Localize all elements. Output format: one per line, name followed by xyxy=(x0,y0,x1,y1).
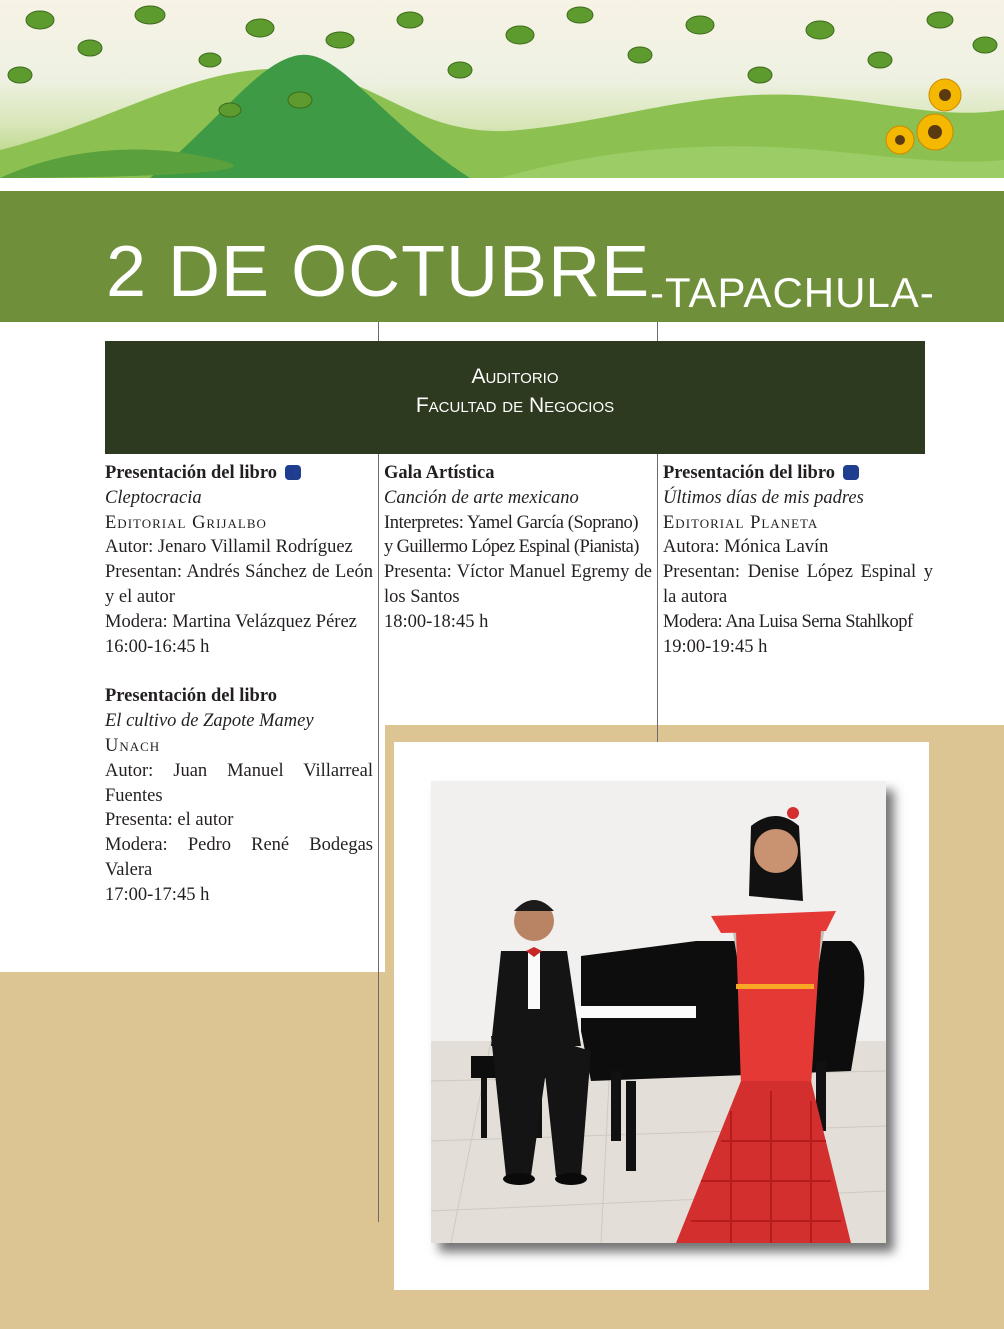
event-presenter: Presenta: Víctor Manuel Egremy de los Santos xyxy=(384,562,652,607)
event-author: Autor: Jenaro Villamil Rodríguez xyxy=(105,537,353,558)
event-moderator: Modera: Martina Velázquez Pérez xyxy=(105,611,357,632)
event-time: 19:00-19:45 h xyxy=(663,636,768,657)
event-publisher: Unach xyxy=(105,735,161,756)
event-photo xyxy=(431,781,886,1243)
event-item xyxy=(384,461,652,635)
event-item xyxy=(663,461,933,659)
event-title: Cleptocracia xyxy=(105,487,202,508)
event-publisher: Editorial Planeta xyxy=(663,512,819,533)
background-block-left xyxy=(0,972,385,1329)
event-title: El cultivo de Zapote Mamey xyxy=(105,711,314,732)
event-item xyxy=(105,461,373,659)
header-banner xyxy=(0,0,1004,178)
program-column-3 xyxy=(663,461,933,684)
event-performers: Interpretes: Yamel García (Soprano) xyxy=(384,512,639,533)
event-type: Presentación del libro xyxy=(663,461,933,486)
event-presenters: Presentan: Andrés Sánchez de León y el autor xyxy=(105,562,373,607)
event-type: Gala Artística xyxy=(384,463,495,483)
event-moderator: Modera: Pedro René Bodegas Valera xyxy=(105,835,373,880)
event-time: 16:00-16:45 h xyxy=(105,636,210,657)
performers-photo-illustration xyxy=(431,781,886,1243)
event-author: Autor: Juan Manuel Villarreal Fuentes xyxy=(105,760,373,806)
event-type: Presentación del libro xyxy=(105,686,277,707)
venue-name: Auditorio xyxy=(471,365,559,388)
event-title: Canción de arte mexicano xyxy=(384,487,579,508)
event-presenters: Presenta: el autor xyxy=(105,810,234,831)
event-time: 17:00-17:45 h xyxy=(105,884,210,905)
event-type: Presentación del libro xyxy=(105,461,373,486)
book-marker-icon xyxy=(843,465,859,480)
venue-faculty: Facultad de Negocios xyxy=(415,394,615,417)
event-publisher: Editorial Grijalbo xyxy=(105,512,267,533)
event-author: Autora: Mónica Lavín xyxy=(663,537,829,558)
event-title: Últimos días de mis padres xyxy=(663,487,864,508)
event-moderator: Modera: Ana Luisa Serna Stahlkopf xyxy=(663,611,913,632)
event-performers-2: y Guillermo López Espinal (Pianista) xyxy=(384,537,639,558)
page-title: 2 DE OCTUBRE xyxy=(106,232,651,312)
city-title: -TAPACHULA- xyxy=(650,269,935,316)
venue-box xyxy=(105,341,925,454)
book-marker-icon xyxy=(285,465,301,480)
program-column-1 xyxy=(105,461,373,933)
event-item xyxy=(105,684,373,907)
program-column-2 xyxy=(384,461,652,660)
event-presenters: Presentan: Denise López Espinal y la autora xyxy=(663,562,933,607)
event-time: 18:00-18:45 h xyxy=(384,611,489,632)
landscape-illustration xyxy=(0,0,1004,178)
column-divider-left xyxy=(378,322,379,1222)
